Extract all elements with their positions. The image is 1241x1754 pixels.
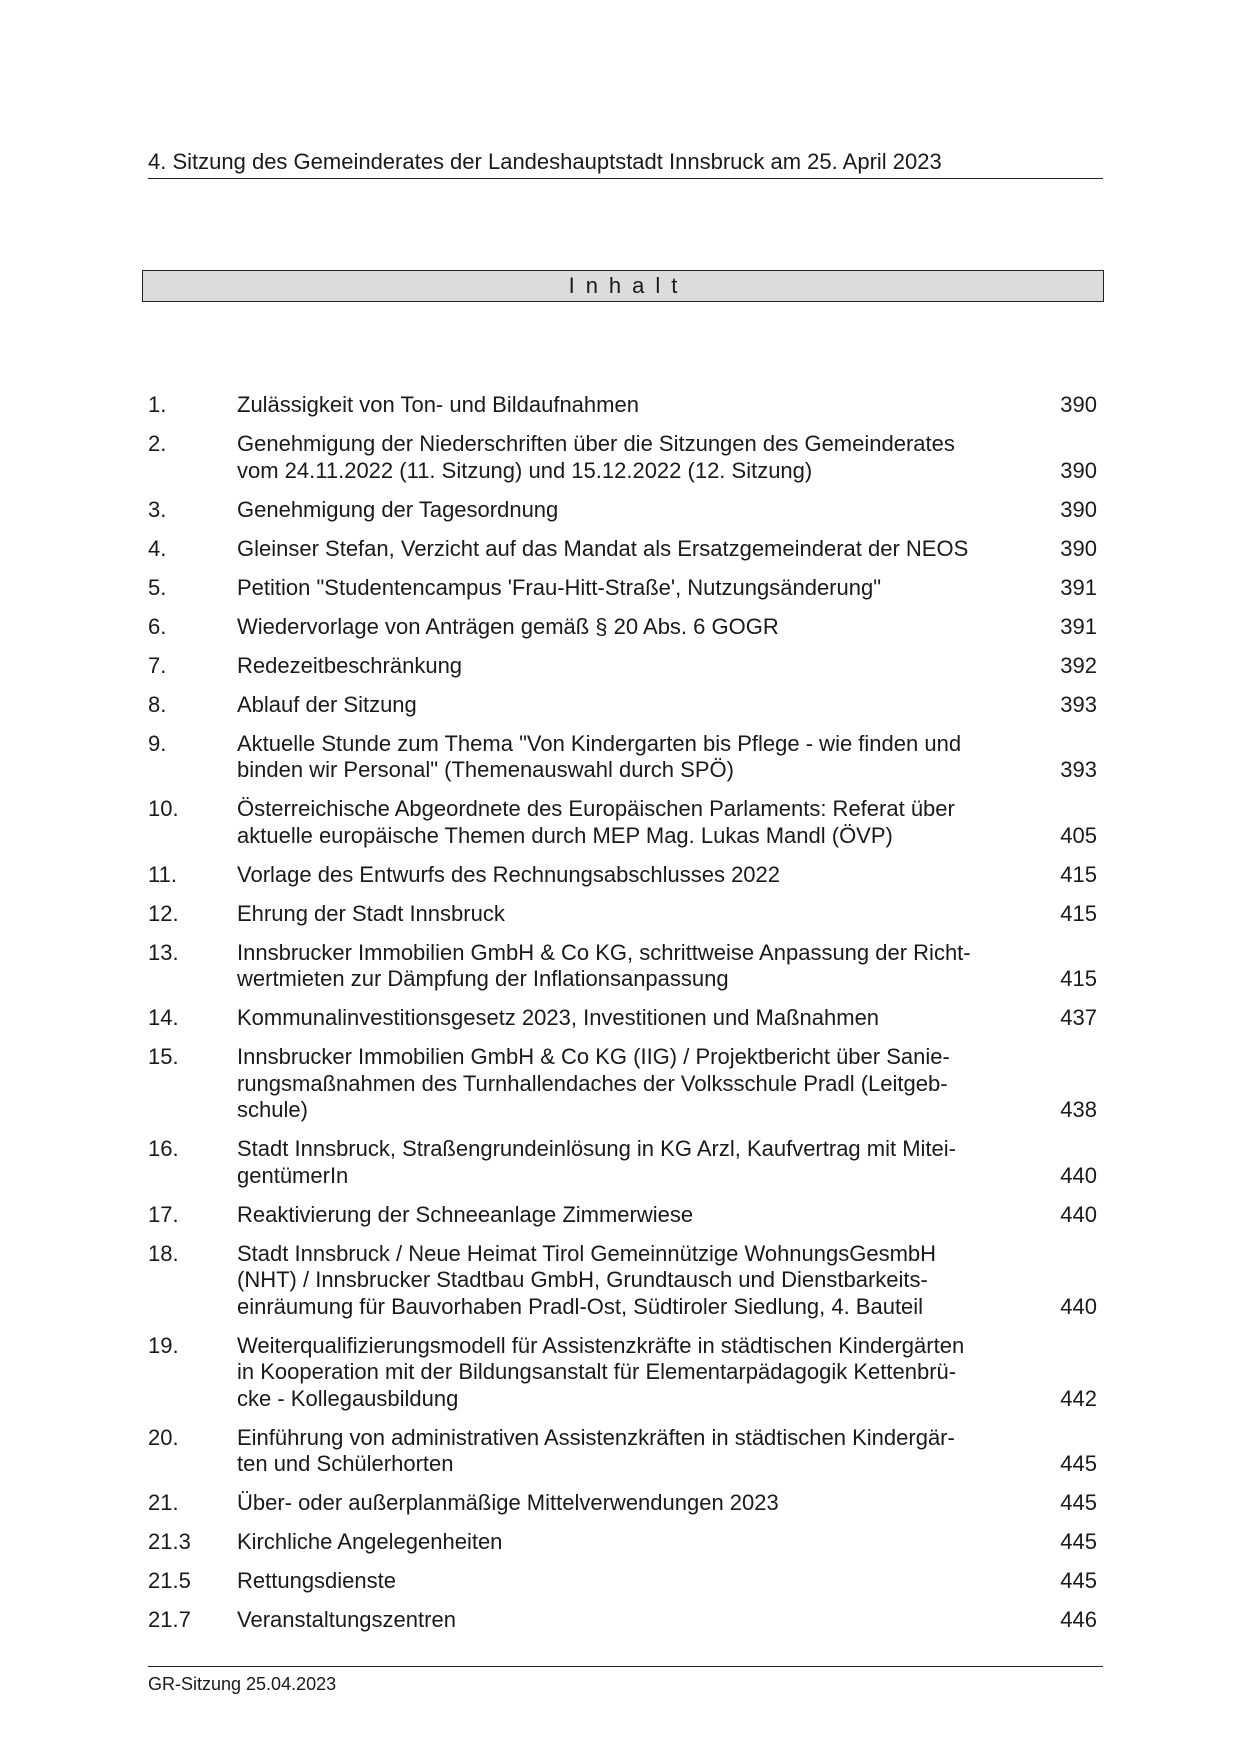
- toc-entry: [148, 497, 1103, 524]
- toc-entry-number: 2.: [148, 431, 167, 456]
- toc-entry: [148, 692, 1103, 719]
- toc-entry: [148, 940, 1103, 993]
- toc-entry-title: Österreichische Abgeordnete des Europäischen Parlaments: Referat über aktuelle europäische Themen durch MEP Mag. Lukas Mandl (ÖVP): [237, 796, 955, 848]
- toc-entry-page: 445: [1060, 1490, 1097, 1515]
- toc-entry-page: 393: [1060, 691, 1097, 717]
- toc-entry-title: Redezeitbeschränkung: [237, 652, 463, 678]
- toc-entry-title: Genehmigung der Niederschriften über die Sitzungen des Gemeinderates vom 24.11.2022 (11. Sitzung) und 15.12.2022 (12. Sitzung): [237, 431, 955, 483]
- toc-entry-page: 438: [1060, 1097, 1097, 1122]
- toc-entry-number: 6.: [148, 613, 167, 639]
- toc-entry-page: 440: [1060, 1293, 1097, 1319]
- toc-entry-title: Genehmigung der Tagesordnung: [237, 496, 559, 522]
- toc-entry: [148, 901, 1103, 928]
- toc-entry-number: 11.: [148, 861, 177, 887]
- contents-heading: [142, 270, 1104, 302]
- toc-entry-title: Veranstaltungszentren: [237, 1607, 456, 1632]
- toc-entry-number: 8.: [148, 691, 167, 717]
- toc-entry-number: 15.: [148, 1044, 179, 1069]
- toc-entry-title: Petition "Studentencampus 'Frau-Hitt-Straße', Nutzungsänderung": [237, 574, 882, 600]
- toc-entry-title: Kirchliche Angelegenheiten: [237, 1529, 503, 1554]
- toc-entry-number: 21.3: [148, 1529, 191, 1554]
- toc-entry-page: 415: [1060, 966, 1097, 991]
- toc-entry-title: Reaktivierung der Schneeanlage Zimmerwiese: [237, 1201, 694, 1227]
- toc-entry-title: Kommunalinvestitionsgesetz 2023, Investitionen und Maßnahmen: [237, 1005, 880, 1030]
- toc-entry-number: 9.: [148, 730, 167, 756]
- toc-entry: [148, 862, 1103, 889]
- table-of-contents: [148, 392, 1103, 1646]
- toc-entry-title: Über- oder außerplanmäßige Mittelverwendungen 2023: [237, 1490, 779, 1515]
- toc-entry-page: 446: [1060, 1607, 1097, 1632]
- toc-entry: [148, 1425, 1103, 1478]
- toc-entry-page: 390: [1060, 535, 1097, 561]
- toc-entry: [148, 614, 1103, 641]
- toc-entry: [148, 731, 1103, 784]
- toc-entry: [148, 1202, 1103, 1229]
- toc-entry-number: 4.: [148, 535, 167, 561]
- toc-entry-page: 442: [1060, 1385, 1097, 1411]
- toc-entry: [148, 536, 1103, 563]
- page-footer-text: GR-Sitzung 25.04.2023: [148, 1674, 337, 1694]
- toc-entry-page: 405: [1060, 822, 1097, 848]
- toc-entry-number: 21.5: [148, 1568, 191, 1593]
- toc-entry-page: 445: [1060, 1451, 1097, 1476]
- toc-entry: [148, 796, 1103, 849]
- toc-entry: [148, 431, 1103, 484]
- page-footer: [148, 1666, 1103, 1695]
- toc-entry-number: 19.: [148, 1332, 179, 1358]
- toc-entry-number: 16.: [148, 1136, 179, 1161]
- toc-entry-page: 390: [1060, 496, 1097, 522]
- toc-entry-number: 21.7: [148, 1607, 191, 1632]
- toc-entry-title: Einführung von administrativen Assistenzkräften in städtischen Kindergär- ten und Schülerhorten: [237, 1424, 955, 1476]
- toc-entry-number: 20.: [148, 1424, 179, 1450]
- toc-entry-title: Stadt Innsbruck, Straßengrundeinlösung in KG Arzl, Kaufvertrag mit Mitei- gentümerIn: [237, 1136, 956, 1188]
- toc-entry-page: 440: [1060, 1162, 1097, 1188]
- toc-entry-title: Zulässigkeit von Ton- und Bildaufnahmen: [237, 392, 639, 417]
- toc-entry: [148, 1044, 1103, 1124]
- toc-entry-page: 392: [1060, 652, 1097, 678]
- toc-entry-title: Weiterqualifizierungsmodell für Assistenzkräfte in städtischen Kindergärten in Kooperation mit der Bildungsanstalt für Elementarpädagogik Kettenbrü- cke - Kollegausbildung: [237, 1332, 965, 1411]
- toc-entry-page: 393: [1060, 757, 1097, 782]
- toc-entry: [148, 392, 1103, 419]
- toc-entry-number: 10.: [148, 796, 179, 821]
- toc-entry-number: 3.: [148, 496, 167, 522]
- toc-entry: [148, 653, 1103, 680]
- toc-entry-number: 1.: [148, 392, 167, 417]
- toc-entry-title: Rettungsdienste: [237, 1568, 396, 1593]
- toc-entry-title: Wiedervorlage von Anträgen gemäß § 20 Abs. 6 GOGR: [237, 613, 779, 639]
- toc-entry: [148, 1568, 1103, 1595]
- toc-entry: [148, 1005, 1103, 1032]
- toc-entry: [148, 575, 1103, 602]
- toc-entry-number: 17.: [148, 1201, 179, 1227]
- toc-entry-page: 390: [1060, 457, 1097, 483]
- toc-entry-number: 7.: [148, 652, 167, 678]
- toc-entry-title: Stadt Innsbruck / Neue Heimat Tirol Gemeinnützige WohnungsGesmbH (NHT) / Innsbrucker Stadtbau GmbH, Grundtausch und Dienstbarkeits- einräumung für Bauvorhaben Pradl-Ost, Südtiroler Siedlung, 4. Bauteil: [237, 1240, 937, 1319]
- toc-entry-page: 437: [1060, 1005, 1097, 1030]
- toc-entry-page: 445: [1060, 1529, 1097, 1554]
- toc-entry: [148, 1490, 1103, 1517]
- page-header-title: 4. Sitzung des Gemeinderates der Landeshauptstadt Innsbruck am 25. April 2023: [148, 149, 942, 174]
- toc-entry: [148, 1607, 1103, 1634]
- contents-heading-label: Inhalt: [568, 273, 689, 298]
- toc-entry-title: Ablauf der Sitzung: [237, 691, 417, 717]
- toc-entry-number: 5.: [148, 574, 167, 600]
- page-header: [148, 148, 1103, 179]
- toc-entry-number: 18.: [148, 1240, 179, 1266]
- toc-entry-page: 445: [1060, 1568, 1097, 1593]
- toc-entry-title: Ehrung der Stadt Innsbruck: [237, 900, 505, 926]
- toc-entry-title: Gleinser Stefan, Verzicht auf das Mandat als Ersatzgemeinderat der NEOS: [237, 535, 969, 561]
- toc-entry-page: 391: [1060, 613, 1097, 639]
- toc-entry-number: 12.: [148, 900, 179, 926]
- toc-entry-page: 415: [1060, 861, 1097, 887]
- toc-entry-title: Aktuelle Stunde zum Thema "Von Kindergarten bis Pflege - wie finden und binden wir Personal" (Themenauswahl durch SPÖ): [237, 730, 962, 782]
- toc-entry: [148, 1529, 1103, 1556]
- toc-entry-page: 390: [1060, 392, 1097, 417]
- toc-entry-page: 415: [1060, 900, 1097, 926]
- toc-entry-title: Vorlage des Entwurfs des Rechnungsabschlusses 2022: [237, 861, 781, 887]
- toc-entry: [148, 1333, 1103, 1413]
- toc-entry: [148, 1241, 1103, 1321]
- toc-entry-number: 14.: [148, 1005, 179, 1030]
- toc-entry-page: 391: [1060, 574, 1097, 600]
- toc-entry-title: Innsbrucker Immobilien GmbH & Co KG, schrittweise Anpassung der Richt- wertmieten zur Dämpfung der Inflationsanpassung: [237, 939, 971, 991]
- toc-entry-number: 13.: [148, 939, 179, 965]
- toc-entry-number: 21.: [148, 1490, 179, 1515]
- toc-entry-title: Innsbrucker Immobilien GmbH & Co KG (IIG) / Projektbericht über Sanie- rungsmaßnahmen des Turnhallendaches der Volksschule Pradl (Leitgeb- schule): [237, 1044, 950, 1122]
- toc-entry-page: 440: [1060, 1201, 1097, 1227]
- toc-entry: [148, 1136, 1103, 1189]
